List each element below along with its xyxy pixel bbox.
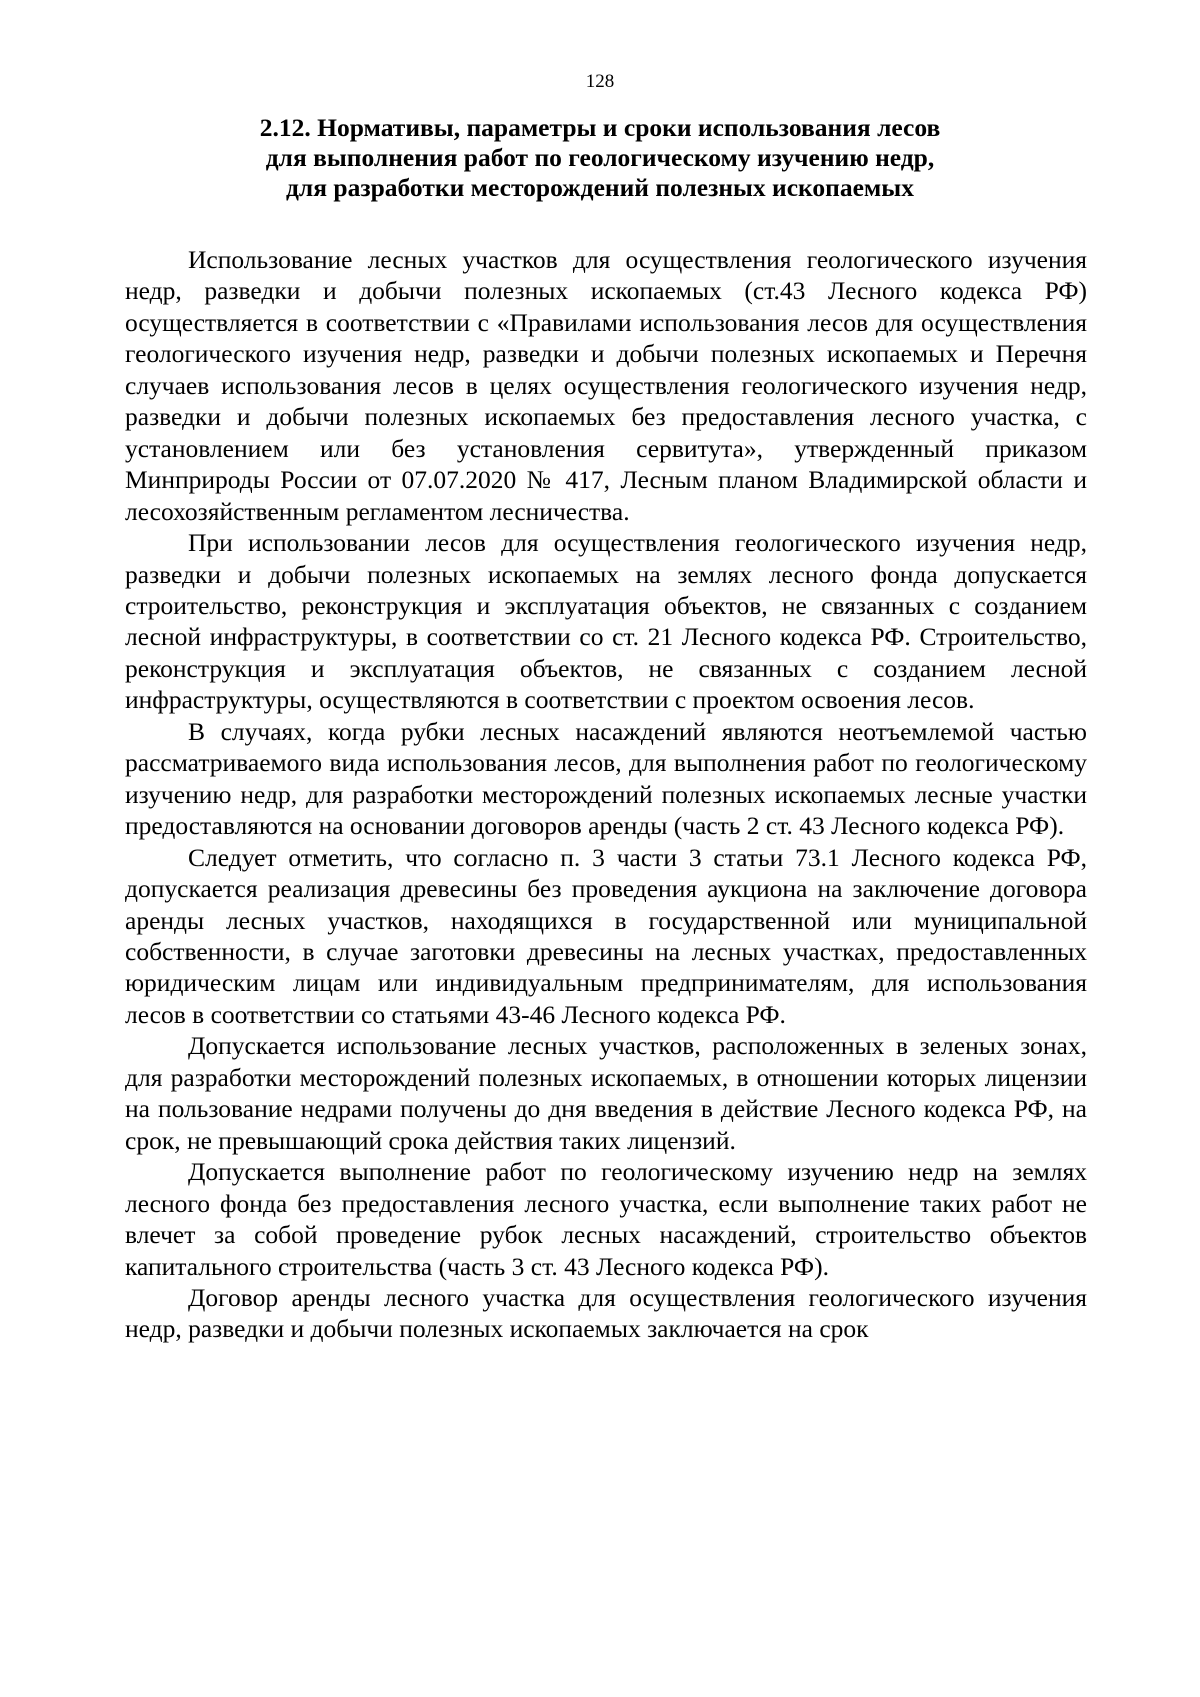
section-title-line-3: для разработки месторождений полезных ископаемых: [286, 173, 914, 202]
section-title-line-1: 2.12. Нормативы, параметры и сроки использования лесов: [259, 113, 941, 142]
section-title-line-2: для выполнения работ по геологическому изучению недр,: [265, 143, 935, 172]
paragraph: Допускается выполнение работ по геологическому изучению недр на землях лесного фонда без предоставления лесного участка, если выполнение таких работ не влечет за собой проведение рубок лесных насаждений, строительство объектов капитального строительства (часть 3 ст. 43 Лесного кодекса РФ).: [125, 1157, 1087, 1281]
paragraph: Допускается использование лесных участков, расположенных в зеленых зонах, для разработки месторождений полезных ископаемых, в отношении которых лицензии на пользование недрами получены до дня введения в действие Лесного кодекса РФ, на срок, не превышающий срока действия таких лицензий.: [125, 1031, 1087, 1155]
paragraph: Договор аренды лесного участка для осуществления геологического изучения недр, разведки и добычи полезных ископаемых заключается на срок: [125, 1282, 1087, 1344]
page-number: 128: [585, 71, 615, 92]
body-text: [125, 244, 1087, 1345]
section-title: [120, 113, 1080, 203]
paragraph: Использование лесных участков для осуществления геологического изучения недр, разведки и добычи полезных ископаемых (ст.43 Лесного кодекса РФ) осуществляется в соответствии с «Правилами использования лесов для осуществления геологического изучения недр, разведки и добычи полезных ископаемых и Перечня случаев использования лесов в целях осуществления геологического изучения недр, разведки и добычи полезных ископаемых без предоставления лесного участка, с установлением или без установления сервитута», утвержденный приказом Минприроды России от 07.07.2020 № 417, Лесным планом Владимирской области и лесохозяйственным регламентом лесничества.: [125, 245, 1087, 526]
paragraph: При использовании лесов для осуществления геологического изучения недр, разведки и добычи полезных ископаемых на землях лесного фонда допускается строительство, реконструкция и эксплуатация объектов, не связанных с созданием лесной инфраструктуры, в соответствии со ст. 21 Лесного кодекса РФ. Строительство, реконструкция и эксплуатация объектов, не связанных с созданием лесной инфраструктуры, осуществляются в соответствии с проектом освоения лесов.: [125, 528, 1087, 715]
paragraph: Следует отметить, что согласно п. 3 части 3 статьи 73.1 Лесного кодекса РФ, допускается реализация древесины без проведения аукциона на заключение договора аренды лесных участков, находящихся в государственной или муниципальной собственности, в случае заготовки древесины на лесных участках, предоставленных юридическим лицам или индивидуальным предпринимателям, для использования лесов в соответствии со статьями 43-46 Лесного кодекса РФ.: [125, 842, 1087, 1029]
paragraph: В случаях, когда рубки лесных насаждений являются неотъемлемой частью рассматриваемого вида использования лесов, для выполнения работ по геологическому изучению недр, для разработки месторождений полезных ископаемых лесные участки предоставляются на основании договоров аренды (часть 2 ст. 43 Лесного кодекса РФ).: [125, 716, 1087, 841]
